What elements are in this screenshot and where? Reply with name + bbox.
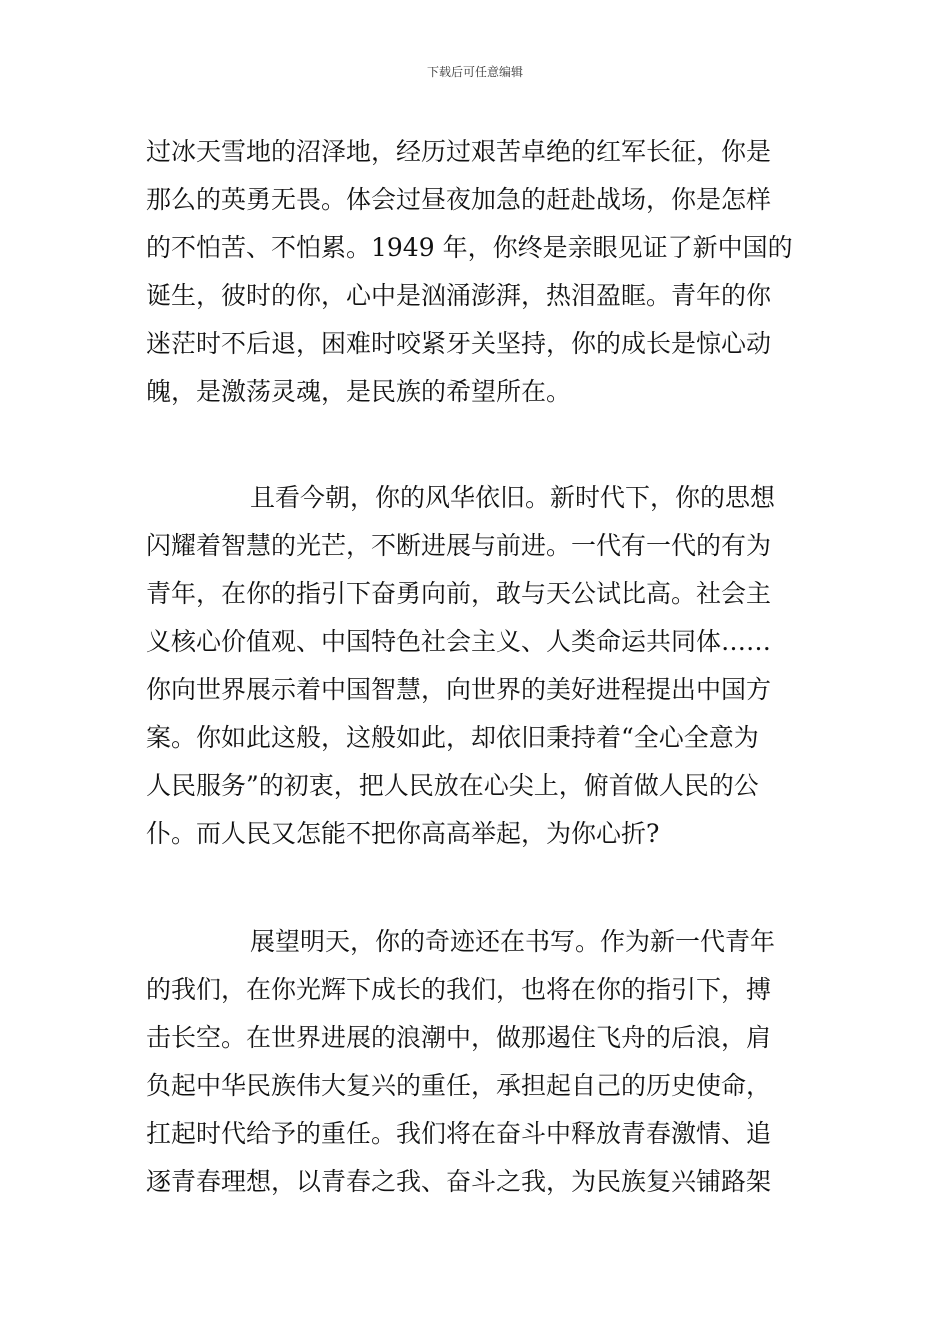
paragraph-line: 诞生，彼时的你，心中是汹涌澎湃，热泪盈眶。青年的你 [146, 281, 772, 310]
paragraph-line: 击长空。在世界进展的浪潮中，做那遏住飞舟的后浪，肩 [146, 1023, 772, 1052]
paragraph-3 [146, 918, 806, 1206]
paragraph-line: 迷茫时不后退，困难时咬紧牙关坚持，你的成长是惊心动 [146, 329, 772, 358]
page-header: 下载后可任意编辑 [426, 65, 523, 79]
paragraph-2 [146, 474, 806, 858]
paragraph-line: 案。你如此这般，这般如此，却依旧秉持着“全心全意为 [146, 723, 759, 752]
paragraph-line: 你向世界展示着中国智慧，向世界的美好进程提出中国方 [146, 675, 772, 704]
paragraph-line: 扛起时代给予的重任。我们将在奋斗中释放青春激情、追 [146, 1119, 772, 1148]
paragraph-line: 仆。而人民又怎能不把你高高举起，为你心折? [146, 819, 660, 848]
paragraph-line: 青年，在你的指引下奋勇向前，敢与天公试比高。社会主 [146, 579, 772, 608]
paragraph-first-line: 展望明天，你的奇迹还在书写。作为新一代青年 [250, 927, 776, 956]
paragraph-line: 负起中华民族伟大复兴的重任，承担起自己的历史使命， [146, 1071, 772, 1100]
paragraph-line: 魄，是激荡灵魂，是民族的希望所在。 [146, 377, 572, 406]
paragraph-line: 义核心价值观、中国特色社会主义、人类命运共同体…… [146, 627, 772, 656]
paragraph-line: 人民服务”的初衷，把人民放在心尖上，俯首做人民的公 [146, 771, 759, 800]
paragraph-line: 的不怕苦、不怕累。1949 年，你终是亲眼见证了新中国的 [146, 233, 793, 262]
paragraph-line: 的我们，在你光辉下成长的我们，也将在你的指引下，搏 [146, 975, 772, 1004]
paragraph-line: 那么的英勇无畏。体会过昼夜加急的赶赴战场，你是怎样 [146, 185, 772, 214]
paragraph-line: 逐青春理想，以青春之我、奋斗之我，为民族复兴铺路架 [146, 1167, 772, 1196]
paragraph-1 [146, 128, 806, 416]
paragraph-first-line: 且看今朝，你的风华依旧。新时代下，你的思想 [250, 483, 776, 512]
paragraph-line: 闪耀着智慧的光芒，不断进展与前进。一代有一代的有为 [146, 531, 772, 560]
paragraph-line: 过冰天雪地的沼泽地，经历过艰苦卓绝的红军长征，你是 [146, 137, 772, 166]
